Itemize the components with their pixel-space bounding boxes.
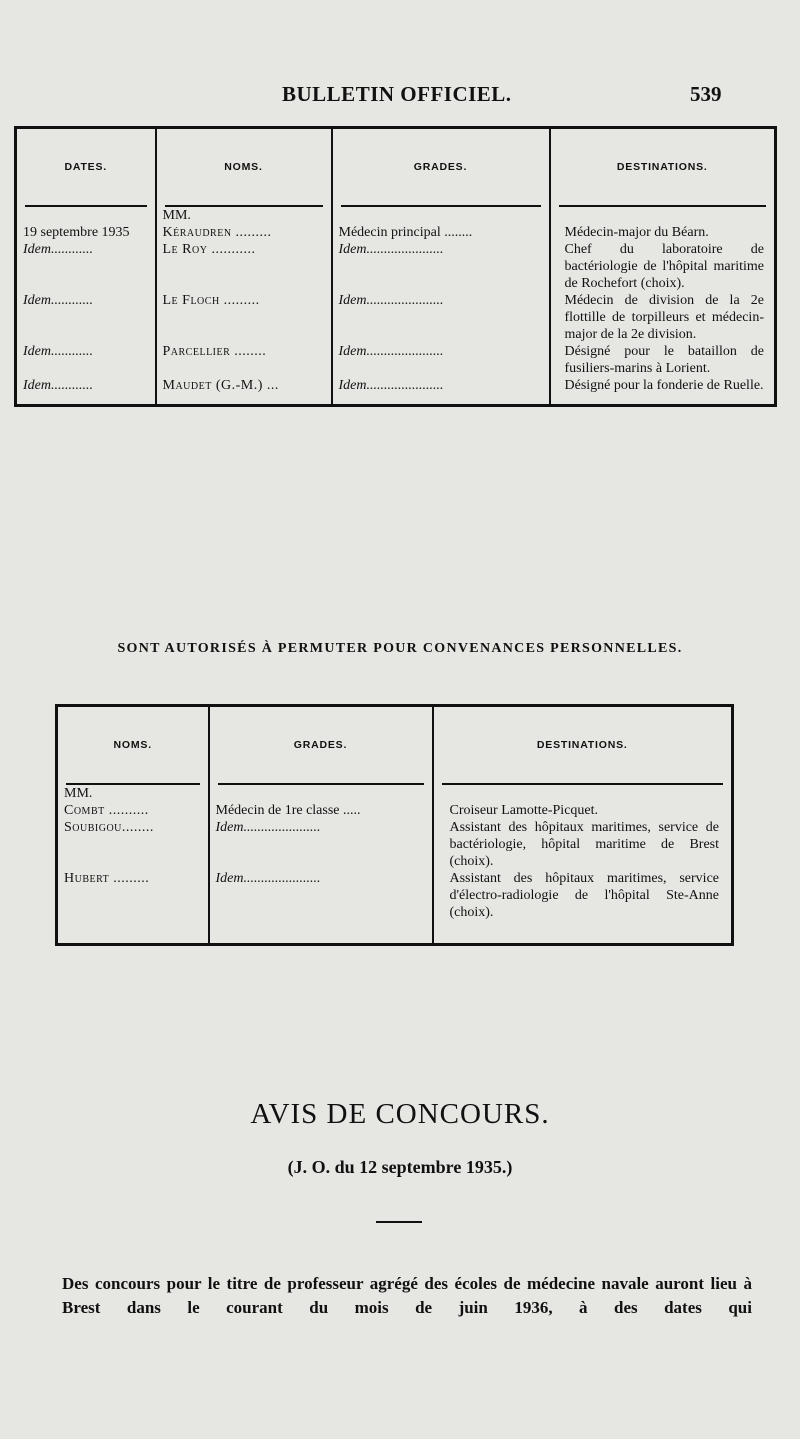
name-cell: Maudet (G.-M.) ... [156, 377, 332, 394]
page-number: 539 [690, 82, 722, 106]
column-header-names: NOMS. [156, 128, 332, 208]
assignments-table [14, 126, 777, 407]
column-header-destinations: DESTINATIONS. [550, 128, 776, 208]
table-row [16, 292, 776, 343]
name-cell: Parcellier ........ [156, 343, 332, 377]
name-cell: Kéraudren ......... [156, 224, 332, 241]
notice-body: Des concours pour le titre de professeur agrégé des écoles de médecine navale auront lieu à Brest dans le courant du mois de juin 1936, à des dates qui [62, 1274, 752, 1317]
name-cell: Combt .......... [64, 803, 149, 818]
date-cell: Idem............ [23, 242, 93, 257]
permutations-table [55, 704, 734, 946]
column-header-destinations: DESTINATIONS. [433, 706, 733, 786]
table-row [16, 224, 776, 241]
date-cell: Idem............ [23, 293, 93, 308]
section-heading: SONT AUTORISÉS À PERMUTER POUR CONVENANCES PERSONNELLES. [117, 641, 683, 656]
destination-cell: Désigné pour la fonderie de Ruelle. [550, 377, 776, 394]
name-cell: Le Roy ........... [156, 241, 332, 292]
mm-label: MM. [64, 786, 93, 801]
grade-cell: Idem...................... [209, 819, 433, 870]
destination-cell: Chef du laboratoire de bactériologie de l'hôpital maritime de Rochefort (choix). [550, 241, 776, 292]
column-header-names: NOMS. [57, 706, 209, 786]
grade-cell: Médecin de 1re classe ..... [209, 802, 433, 819]
date-cell: Idem............ [23, 344, 93, 359]
destination-cell: Croiseur Lamotte-Picquet. [433, 802, 733, 819]
table-row [57, 802, 733, 819]
grade-cell: Idem...................... [332, 292, 550, 343]
table-row [16, 377, 776, 394]
notice-title: AVIS DE CONCOURS. [250, 1098, 550, 1130]
grade-cell: Idem...................... [332, 343, 550, 377]
table-row [57, 870, 733, 921]
destination-cell: Désigné pour le bataillon de fusiliers-marins à Lorient. [550, 343, 776, 377]
grade-cell: Idem...................... [332, 241, 550, 292]
name-cell: Hubert ......... [64, 871, 150, 886]
destination-cell: Médecin-major du Béarn. [550, 224, 776, 241]
mm-label: MM. [156, 207, 332, 224]
grade-cell: Médecin principal ........ [332, 224, 550, 241]
column-header-dates: DATES. [16, 128, 156, 208]
table-row [57, 819, 733, 870]
page-title: BULLETIN OFFICIEL. [282, 82, 512, 106]
date-cell: 19 septembre 1935 [23, 225, 130, 240]
grade-cell: Idem...................... [332, 377, 550, 394]
name-cell: Le Floch ......... [156, 292, 332, 343]
date-cell: Idem............ [23, 378, 93, 393]
column-header-grades: GRADES. [332, 128, 550, 208]
column-header-grades: GRADES. [209, 706, 433, 786]
destination-cell: Assistant des hôpitaux maritimes, service de bactériologie, hôpital maritime de Brest (choix). [433, 819, 733, 870]
page-header [0, 82, 800, 114]
table-row [16, 241, 776, 292]
destination-cell: Assistant des hôpitaux maritimes, service d'électro-radiologie de l'hôpital Ste-Anne (choix). [433, 870, 733, 921]
grade-cell: Idem...................... [209, 870, 433, 921]
divider [376, 1221, 422, 1223]
table-row [16, 343, 776, 377]
destination-cell: Médecin de division de la 2e flottille de torpilleurs et médecin-major de la 2e division. [550, 292, 776, 343]
name-cell: Soubigou........ [64, 820, 154, 835]
notice-source: (J. O. du 12 septembre 1935.) [287, 1157, 513, 1177]
